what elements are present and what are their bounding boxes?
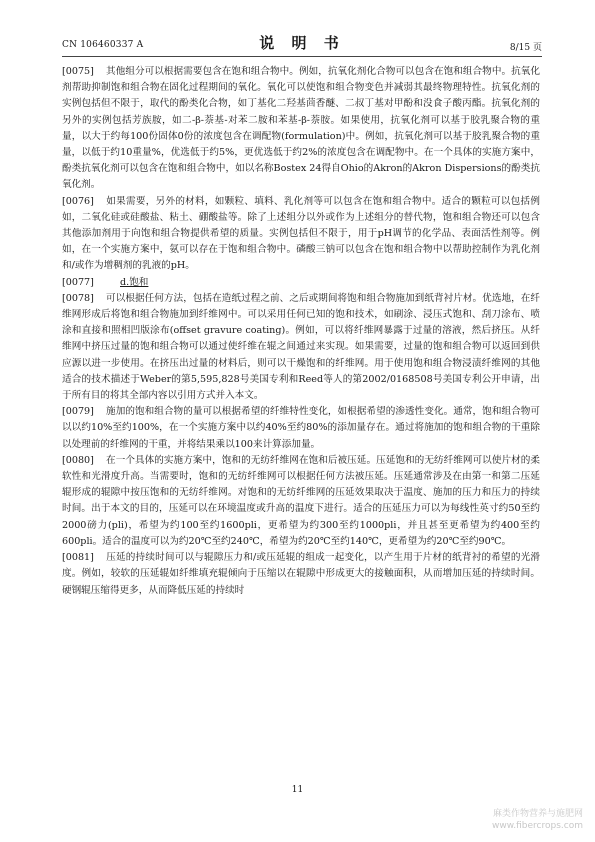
paragraph-tag: [0076] [62, 195, 94, 207]
paragraph-text: 可以根据任何方法，包括在造纸过程之前、之后或期间将饱和组合物施加到纸背衬片材。优选地，在纤维网形成后将饱和组合物施加到纤维网中。可以采用任何已知的饱和技术，如刷涂、浸压式饱和、刮刀涂布、喷涂和直接和照相凹版涂布(offset gravure coating)。例如，可以将纤维网暴露于过量的溶液，然后挤压。从纤维网中挤压过量的饱和组合物可以通过使纤维在辊之间通过来实现。如果需要，过量的饱和组合物可以返回到供应源以进一步使用。在挤压出过量的材料后，则可以干燥饱和的纤维网。用于使用饱和组合物浸渍纤维网的其他适合的技术描述于Weber的第5,595,828号美国专利和Reed等人的第2002/0168508号美国专利公开申请，出于所有目的将其全部内容以引用方式并入本文。 [62, 292, 540, 402]
paragraph-tag: [0079] [62, 406, 94, 418]
paragraph-0076 [62, 194, 540, 275]
paragraph-0078 [62, 291, 540, 404]
watermark-title: 麻类作物营养与施肥网 [492, 809, 583, 819]
paragraph-0080 [62, 453, 540, 550]
header-rule [62, 56, 542, 57]
watermark-url: www.fibercrops.com [492, 821, 583, 831]
paragraph-text: 在一个具体的实施方案中，饱和的无纺纤维网在饱和后被压延。压延饱和的无纺纤维网可以使片材的柔软性和光滑度升高。当需要时，饱和的无纺纤维网可以根据任何方法被压延。压延通常涉及在由第一和第二压延辊形成的辊隙中按压饱和的无纺纤维网。对饱和的无纺纤维网的压延效果取决于温度、施加的压力和压力的持续时间。出于本文的目的，压延可以在环境温度或升高的温度下进行。适合的压延压力可以为每线性英寸约50至约2000磅力(pli)，希望为约100至约1600pli，更希望为约300至约1000pli，并且甚至更希望为约400至约600pli。适合的温度可以为约20℃至约240℃，希望为约20℃至约140℃，更希望为约20℃至约90℃。 [62, 454, 540, 547]
document-number: CN 106460337 A [62, 40, 144, 50]
paragraph-0081 [62, 550, 540, 599]
paragraph-tag: [0080] [62, 454, 94, 466]
paragraph-tag: [0077] [62, 276, 94, 288]
paragraph-tag: [0081] [62, 552, 94, 564]
watermark [492, 808, 583, 832]
section-heading-row [62, 275, 540, 291]
paragraph-text: 如果需要，另外的材料，如颗粒、填料、乳化剂等可以包含在饱和组合物中。适合的颗粒可以包括例如，二氧化硅或硅酸盐、粘土、硼酸盐等。除了上述组分以外或作为上述组分的替代物，饱和组合物还可以包含其他添加剂用于向饱和组合物提供希望的质量。实例包括但不限于，用于pH调节的化学品、表面活性剂等。例如，在一个实施方案中，氨可以存在于饱和组合物中。磷酸三钠可以包含在饱和组合物中以帮助控制作为乳化剂和/或作为增稠剂的乳液的pH。 [62, 195, 540, 272]
paragraph-tag: [0078] [62, 292, 94, 304]
document-title: 说 明 书 [259, 34, 345, 52]
section-heading: d.饱和 [120, 276, 149, 288]
paragraph-0079 [62, 404, 540, 453]
paragraph-text: 其他组分可以根据需要包含在饱和组合物中。例如，抗氧化剂化合物可以包含在饱和组合物中。抗氧化剂帮助抑制饱和组合物在固化过程期间的氧化。氧化可以使饱和组合物变色并减弱其最终物理特性。抗氧化剂的实例包括但不限于，取代的酚类化合物，如丁基化二羟基茴香醚、二叔丁基对甲酚和没食子酸丙酯。抗氧化剂的另外的实例包括芳族胺，如二-β-萘基-对苯二胺和苯基-β-萘胺。如果使用，抗氧化剂可以基于胶乳聚合物的重量，以大于约每100份固体0份的浓度包含在调配物(formulation)中。例如，抗氧化剂可以基于胶乳聚合物的重量，以低于约10重量%，优选低于约5%，更优选低于约2%的浓度包含在调配物中。在一个具体的实施方案中，酚类抗氧化剂可以包含在饱和组合物中，如以名称Bostex 24得自Ohio的Akron的Akron Dispersions的酚类抗氧化剂。 [62, 66, 540, 191]
page-number: 11 [291, 785, 304, 795]
page-header [62, 32, 542, 53]
paragraph-0075 [62, 64, 540, 194]
document-body [62, 64, 540, 599]
paragraph-text: 压延的持续时间可以与辊隙压力和/或压延辊的组成一起变化，以产生用于片材的纸背衬的希望的光滑度。例如，较软的压延辊如纤维填充辊倾向于压缩以在辊隙中形成更大的接触面积，从而增加压延的持续时间。硬钢辊压缩得更多，从而降低压延的持续时 [62, 552, 540, 596]
paragraph-tag: [0075] [62, 66, 94, 77]
page-indicator: 8/15 页 [509, 43, 542, 53]
paragraph-text: 施加的饱和组合物的量可以根据希望的纤维特性变化，如根据希望的渗透性变化。通常，饱和组合物可以以约10%至约100%，在一个实施方案中以约40%至约80%的添加量存在。通过将施加的饱和组合物的干重除以处理前的纤维网的干重，并将结果乘以100来计算添加量。 [62, 406, 540, 450]
